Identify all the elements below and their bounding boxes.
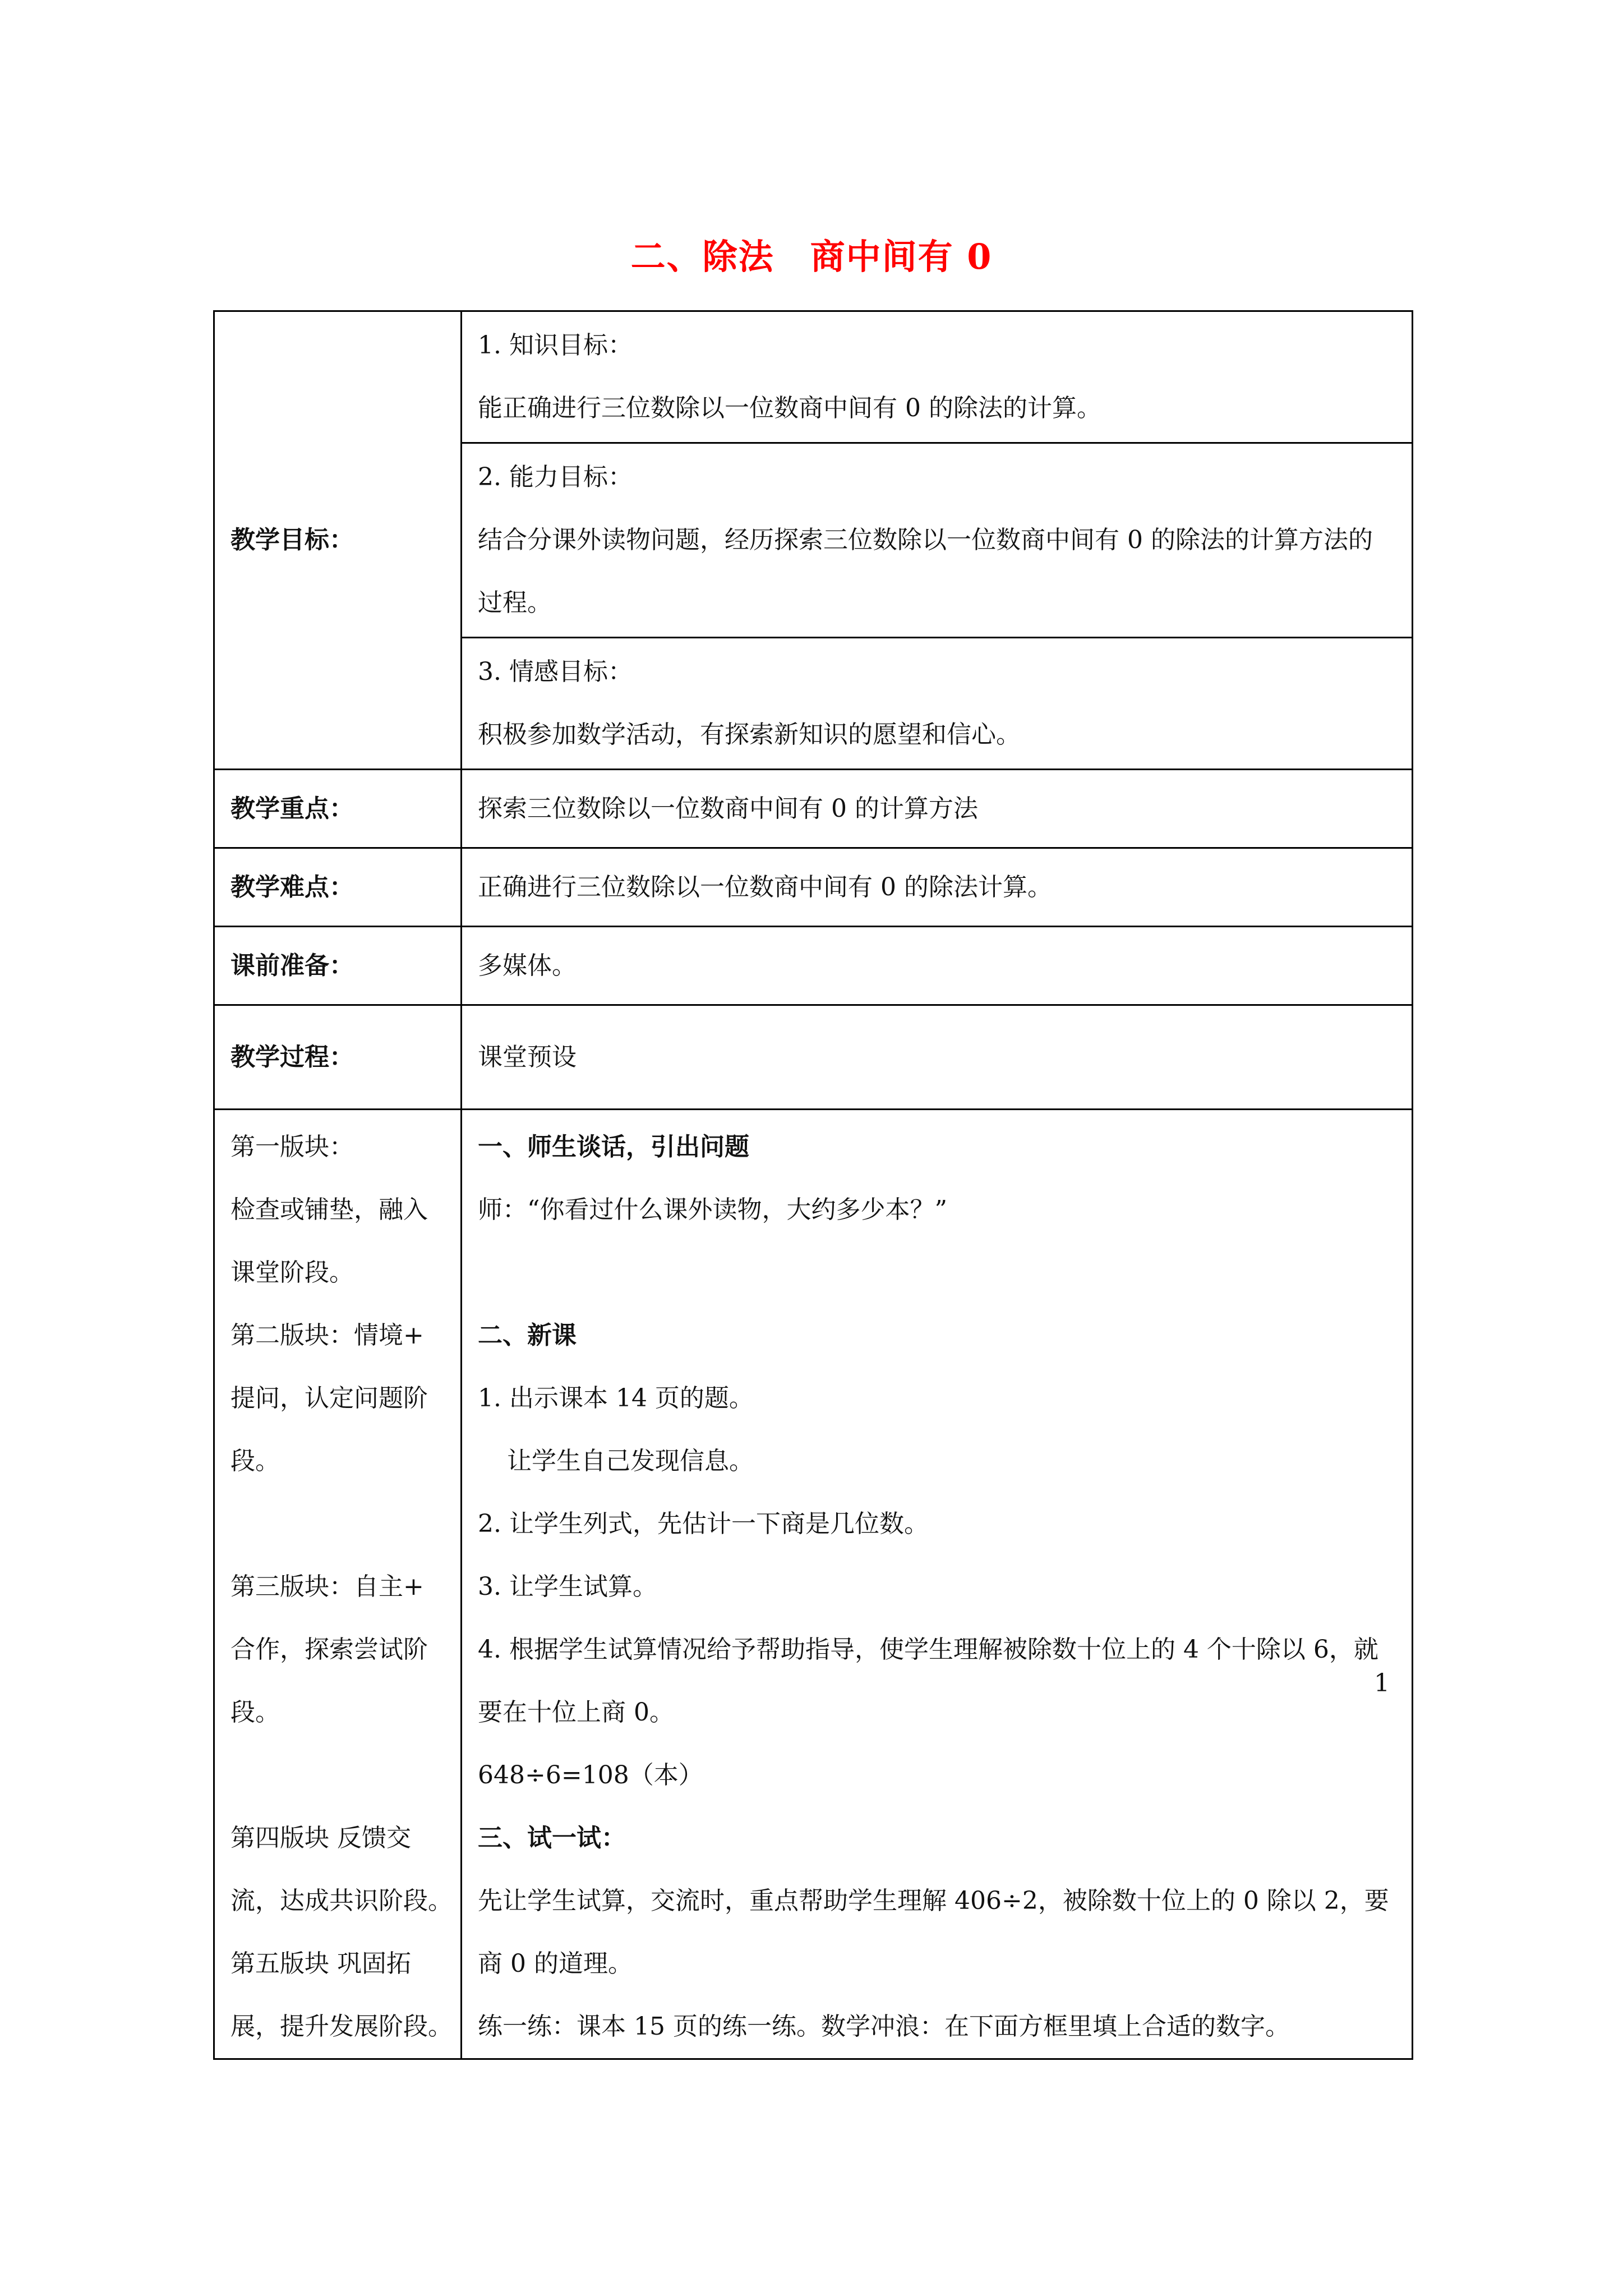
stage-line: 段。 [230,1698,280,1727]
section-title: 二、新课 [478,1321,577,1350]
stage-line: 第一版块： [230,1133,354,1161]
objective-heading: 1. 知识目标： [478,331,633,360]
content-line: 练一练：课本 15 页的练一练。数学冲浪：在下面方框里填上合适的数字。 [478,2012,1290,2041]
content-line: 2. 让学生列式，先估计一下商是几位数。 [478,1510,929,1538]
equation: 648÷6=108（本） [478,1761,703,1789]
content-line: 1. 出示课本 14 页的题。 [478,1384,754,1412]
table-row [214,770,1413,848]
content-line: 3. 让学生试算。 [478,1572,657,1601]
objective-text: 能正确进行三位数除以一位数商中间有 0 的除法的计算。 [478,394,1101,422]
stage-line: 第五版块 巩固拓 [230,1949,411,1978]
stage-line: 第三版块：自主+ [230,1572,424,1601]
objectives-label: 教学目标： [214,311,462,770]
stage-line: 流，达成共识阶段。 [230,1887,453,1915]
stage-line: 合作，探索尝试阶 [230,1635,428,1664]
key-point-text: 探索三位数除以一位数商中间有 0 的计算方法 [462,770,1413,848]
table-row [214,927,1413,1005]
stage-column [214,1110,462,2059]
difficulty-label: 教学难点： [214,848,462,927]
key-point-label: 教学重点： [214,770,462,848]
spacer [230,1493,455,1556]
difficulty-text: 正确进行三位数除以一位数商中间有 0 的除法计算。 [462,848,1413,927]
objective-emotion [462,638,1413,770]
lesson-plan-table [213,310,1413,2060]
stage-line: 第二版块：情境+ [230,1321,424,1350]
objective-knowledge [462,311,1413,443]
content-line: 让学生自己发现信息。 [507,1447,754,1475]
spacer [230,1744,455,1807]
section-title: 一、师生谈话，引出问题 [478,1133,749,1161]
stage-line: 段。 [230,1447,280,1475]
content-line: 师：“你看过什么课外读物，大约多少本？” [478,1195,947,1224]
table-row [214,311,1413,443]
table-row [214,1005,1413,1110]
objective-text: 结合分课外读物问题，经历探索三位数除以一位数商中间有 0 的除法的计算方法的过程。 [478,526,1373,617]
stage-line: 课堂阶段。 [230,1258,354,1287]
preparation-text: 多媒体。 [462,927,1413,1005]
objective-ability [462,443,1413,638]
process-label: 教学过程： [214,1005,462,1110]
section-title: 三、试一试： [478,1824,626,1852]
table-row [214,1110,1413,2059]
table-row [214,848,1413,927]
objective-heading: 3. 情感目标： [478,657,633,686]
content-line: 4. 根据学生试算情况给予帮助指导，使学生理解被除数十位上的 4 个十除以 6，就要在十位上商 0。 [478,1635,1378,1727]
spacer [478,1241,1396,1304]
stage-line: 第四版块 反馈交 [230,1824,411,1852]
process-content [462,1110,1413,2059]
objective-text: 积极参加数学活动，有探索新知识的愿望和信心。 [478,720,1021,749]
objective-heading: 2. 能力目标： [478,463,633,491]
page-number: 1 [1374,1669,1390,1697]
process-text: 课堂预设 [462,1005,1413,1110]
stage-line: 展，提升发展阶段。 [230,2012,453,2041]
document-title: 二、除法 商中间有 0 [630,236,993,277]
stage-line: 提问，认定问题阶 [230,1384,428,1412]
preparation-label: 课前准备： [214,927,462,1005]
stage-line: 检查或铺垫，融入 [230,1195,428,1224]
content-line: 先让学生试算，交流时，重点帮助学生理解 406÷2，被除数十位上的 0 除以 2，要商 0 的道理。 [478,1887,1389,1978]
